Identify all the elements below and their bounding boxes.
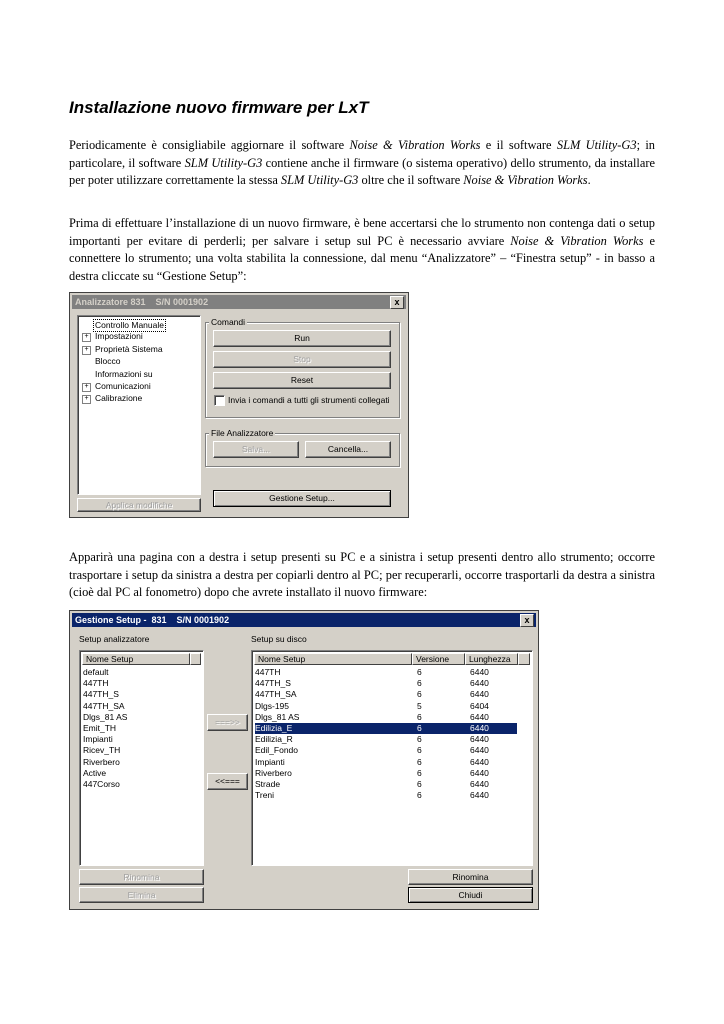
column-header-filler <box>190 653 201 665</box>
setup-name-cell: 447TH <box>255 667 281 677</box>
table-row[interactable] <box>255 678 517 689</box>
send-all-label: Invia i comandi a tutti gli strumenti collegati <box>228 395 390 405</box>
commands-group-label: Comandi <box>211 317 246 327</box>
setup-name-cell: Strade <box>255 779 281 789</box>
list-item[interactable]: 447TH <box>83 678 109 689</box>
table-row[interactable] <box>255 701 517 712</box>
expand-icon[interactable]: + <box>82 346 91 355</box>
table-row[interactable] <box>255 689 517 700</box>
length-cell: 6440 <box>470 756 489 767</box>
length-cell: 6404 <box>470 700 489 711</box>
tree-item[interactable]: Comunicazioni <box>95 381 151 391</box>
table-row[interactable] <box>255 734 517 745</box>
version-cell: 6 <box>417 711 422 722</box>
expand-icon[interactable]: + <box>82 333 91 342</box>
column-header-name[interactable]: Nome Setup <box>82 653 190 665</box>
delete-button[interactable]: Cancella... <box>305 441 391 458</box>
length-cell: 6440 <box>470 745 489 756</box>
length-cell: 6440 <box>470 734 489 745</box>
close-icon[interactable]: x <box>520 614 534 627</box>
list-item[interactable]: 447Corso <box>83 779 120 789</box>
tree-item[interactable]: Calibrazione <box>95 393 143 404</box>
tree-item[interactable]: Proprietà Sistema <box>95 343 163 354</box>
setup-manager-titlebar[interactable] <box>72 613 536 627</box>
copy-to-disk-button[interactable]: ===>> <box>207 714 248 731</box>
setup-name-cell: Edil_Fondo <box>255 745 299 756</box>
list-item[interactable]: Emit_TH <box>83 723 117 733</box>
stop-button[interactable]: Stop <box>213 351 391 368</box>
version-cell: 6 <box>417 667 422 677</box>
setup-manager-title: Gestione Setup - 831 S/N 0001902 <box>75 615 230 625</box>
run-button[interactable]: Run <box>213 330 391 347</box>
version-cell: 6 <box>417 689 422 700</box>
version-cell: 5 <box>417 700 422 711</box>
analyzer-title: Analizzatore 831 S/N 0001902 <box>75 297 209 307</box>
setup-name-cell: 447TH_S <box>255 678 291 689</box>
save-button[interactable]: Salva... <box>213 441 299 458</box>
version-cell: 6 <box>417 723 422 733</box>
rename-analyzer-button[interactable]: Rinomina <box>79 869 204 885</box>
analyzer-setup-list[interactable] <box>79 650 204 866</box>
tree-item[interactable]: Impostazioni <box>95 331 143 342</box>
table-row[interactable] <box>255 790 517 801</box>
table-row[interactable] <box>255 757 517 768</box>
setup-name-cell: Edilizia_E <box>255 723 293 733</box>
setup-name-cell: Impianti <box>255 756 285 767</box>
column-header-name[interactable]: Nome Setup <box>254 653 412 665</box>
rename-disk-button[interactable]: Rinomina <box>408 869 533 885</box>
version-cell: 6 <box>417 767 422 778</box>
analyzer-titlebar[interactable] <box>72 295 406 309</box>
column-header-length[interactable]: Lunghezza <box>465 653 518 665</box>
list-item[interactable]: Impianti <box>83 734 113 745</box>
paragraph-intro: Periodicamente è consigliabile aggiornare il software Noise & Vibration Works e il software SLM Utility-G3; in particolare, il software SLM Utility-G3 contiene anche il firmware (o sistema operativo) dello strumento, da installare per poter utilizzare correttamente la stessa SLM Utility-G3 oltre che il software Noise & Vibration Works. <box>69 138 656 188</box>
apply-changes-button[interactable]: Applica modifiche <box>77 498 201 512</box>
setup-name-cell: Edilizia_R <box>255 734 293 745</box>
setup-name-cell: Treni <box>255 790 275 801</box>
analyzer-setup-label: Setup analizzatore <box>79 634 150 644</box>
list-item[interactable]: 447TH_SA <box>83 700 125 711</box>
table-row[interactable] <box>255 768 517 779</box>
setup-manager-window <box>69 610 539 910</box>
version-cell: 6 <box>417 734 422 745</box>
tree-item[interactable]: Blocco <box>95 356 121 367</box>
tree-item[interactable]: Informazioni su <box>95 368 153 379</box>
disk-setup-list[interactable] <box>251 650 533 866</box>
list-item[interactable]: Ricev_TH <box>83 745 121 756</box>
close-icon[interactable]: x <box>390 296 404 309</box>
list-item[interactable]: Riverbero <box>83 756 120 767</box>
list-item[interactable]: default <box>83 667 109 677</box>
version-cell: 6 <box>417 678 422 689</box>
close-button[interactable]: Chiudi <box>408 887 533 903</box>
length-cell: 6440 <box>470 711 489 722</box>
setup-name-cell: Dlgs_81 AS <box>255 711 300 722</box>
version-cell: 6 <box>417 745 422 756</box>
analyzer-window <box>69 292 409 518</box>
table-row[interactable] <box>255 779 517 790</box>
list-item[interactable]: 447TH_S <box>83 689 119 700</box>
column-header-filler <box>518 653 530 665</box>
length-cell: 6440 <box>470 678 489 689</box>
file-group-label: File Analizzatore <box>211 428 274 438</box>
column-header-version[interactable]: Versione <box>412 653 465 665</box>
reset-button[interactable]: Reset <box>213 372 391 389</box>
list-item[interactable]: Dlgs_81 AS <box>83 711 128 722</box>
setup-name-cell: Dlgs-195 <box>255 700 290 711</box>
length-cell: 6440 <box>470 790 489 801</box>
expand-icon[interactable]: + <box>82 395 91 404</box>
version-cell: 6 <box>417 779 422 789</box>
setup-name-cell: 447TH_SA <box>255 689 297 700</box>
tree-item[interactable]: Controllo Manuale <box>95 320 164 330</box>
length-cell: 6440 <box>470 667 489 677</box>
length-cell: 6440 <box>470 689 489 700</box>
length-cell: 6440 <box>470 779 489 789</box>
table-row[interactable] <box>255 667 517 678</box>
setup-name-cell: Riverbero <box>255 767 292 778</box>
copy-to-analyzer-button[interactable]: <<=== <box>207 773 248 790</box>
paragraph-transfer: Apparirà una pagina con a destra i setup presenti su PC e a sinistra i setup presenti dentro allo strumento; occorre trasportare i setup da sinistra a destra per copiarli dentro al PC; per recuperarli, occorre trasportarli da destra a sinistra (cioè dal PC al fonometro) dopo che avrete installato il nuovo firmware: <box>69 550 655 600</box>
page-title: Installazione nuovo firmware per LxT <box>69 98 369 117</box>
paragraph-backup: Prima di effettuare l’installazione di un nuovo firmware, è bene accertarsi che lo strumento non contenga dati o setup importanti per evitare di perderli; per salvare i setup sul PC è necessario avviare Noise & Vibration Works e connettere lo strumento; una volta stabilita la connessione, dal menu “Analizzatore” – “Finestra setup” - in basso a destra cliccate su “Gestione Setup”: <box>69 216 655 283</box>
version-cell: 6 <box>417 790 422 801</box>
expand-icon[interactable]: + <box>82 383 91 392</box>
length-cell: 6440 <box>470 723 489 733</box>
disk-setup-label: Setup su disco <box>251 634 307 644</box>
table-row[interactable] <box>255 745 517 756</box>
delete-analyzer-button[interactable]: Elimina <box>79 887 204 903</box>
version-cell: 6 <box>417 756 422 767</box>
send-all-checkbox[interactable] <box>214 395 225 406</box>
setup-management-button[interactable]: Gestione Setup... <box>213 490 391 507</box>
length-cell: 6440 <box>470 767 489 778</box>
settings-tree[interactable] <box>77 315 201 495</box>
table-row[interactable] <box>255 723 517 734</box>
table-row[interactable] <box>255 712 517 723</box>
list-item[interactable]: Active <box>83 767 107 778</box>
